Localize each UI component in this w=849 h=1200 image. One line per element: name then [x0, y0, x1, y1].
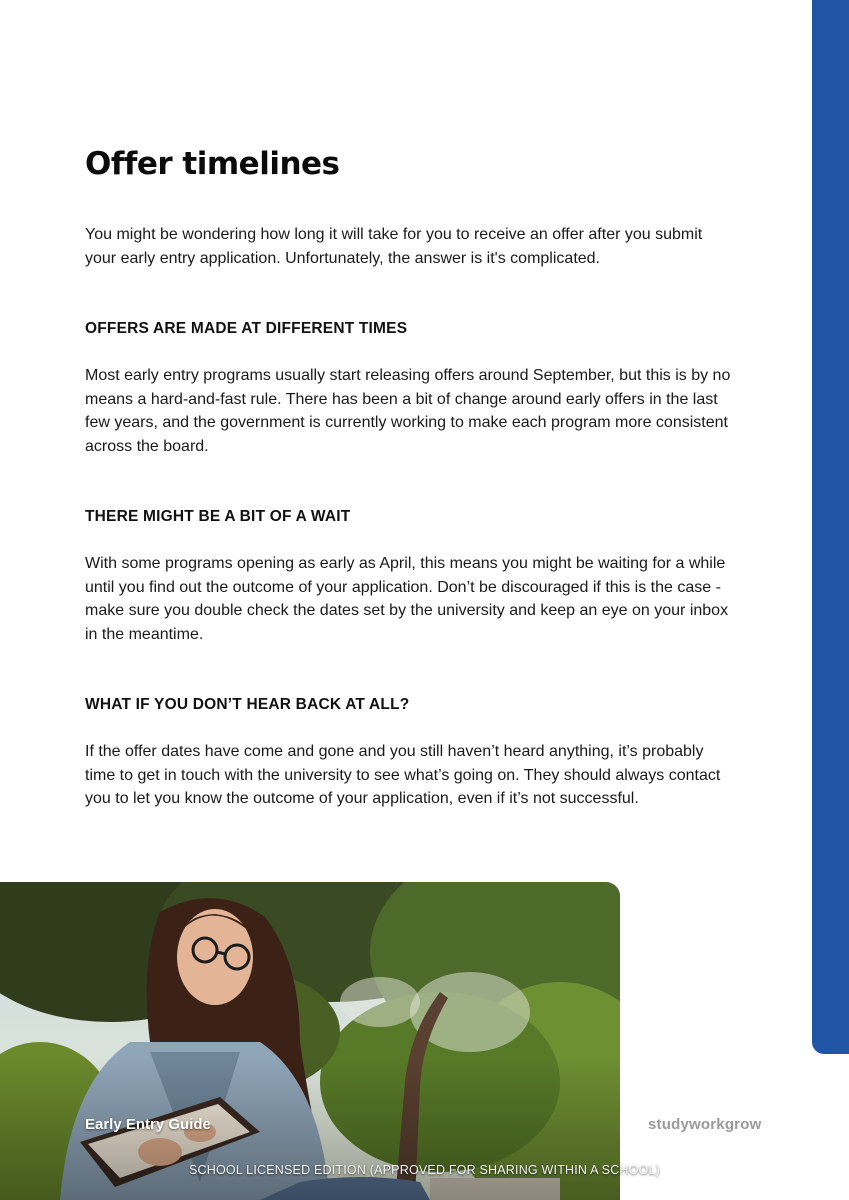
section-heading-wait: THERE MIGHT BE A BIT OF A WAIT [85, 508, 351, 525]
section-body-no-reply: If the offer dates have come and gone and you still haven’t heard anything, it’s probably time to get in touch with the university to see what’s going on. They should always contact you to let you know the outcome of your application, even if it’s not successful. [85, 743, 721, 807]
section-body-offers-times: Most early entry programs usually start releasing offers around September, but this is by no means a hard-and-fast rule. There has been a bit of change around early offers in the last few years, and the government is currently working to make each program more consistent across the board. [85, 367, 731, 455]
student-reading-outdoors-photo [0, 882, 620, 1200]
section-heading-offers-times: OFFERS ARE MADE AT DIFFERENT TIMES [85, 320, 408, 337]
brand-wordmark: studyworkgrow [648, 1116, 762, 1133]
license-notice: SCHOOL LICENSED EDITION (APPROVED FOR SHARING WITHIN A SCHOOL) [188, 1163, 661, 1177]
accent-side-bar [812, 0, 849, 1054]
section-body-wait: With some programs opening as early as April, this means you might be waiting for a while until you find out the outcome of your application. Don’t be discouraged if this is the case - make sure you double check the dates set by the university and keep an eye on your inbox in the meantime. [85, 555, 729, 643]
section-heading-no-reply: WHAT IF YOU DON’T HEAR BACK AT ALL? [85, 696, 410, 713]
guide-name-label: Early Entry Guide [85, 1116, 211, 1133]
intro-paragraph: You might be wondering how long it will take for you to receive an offer after you submit your early entry application. Unfortunately, the answer is it's complicated. [85, 226, 703, 267]
page-title: Offer timelines [85, 146, 340, 182]
